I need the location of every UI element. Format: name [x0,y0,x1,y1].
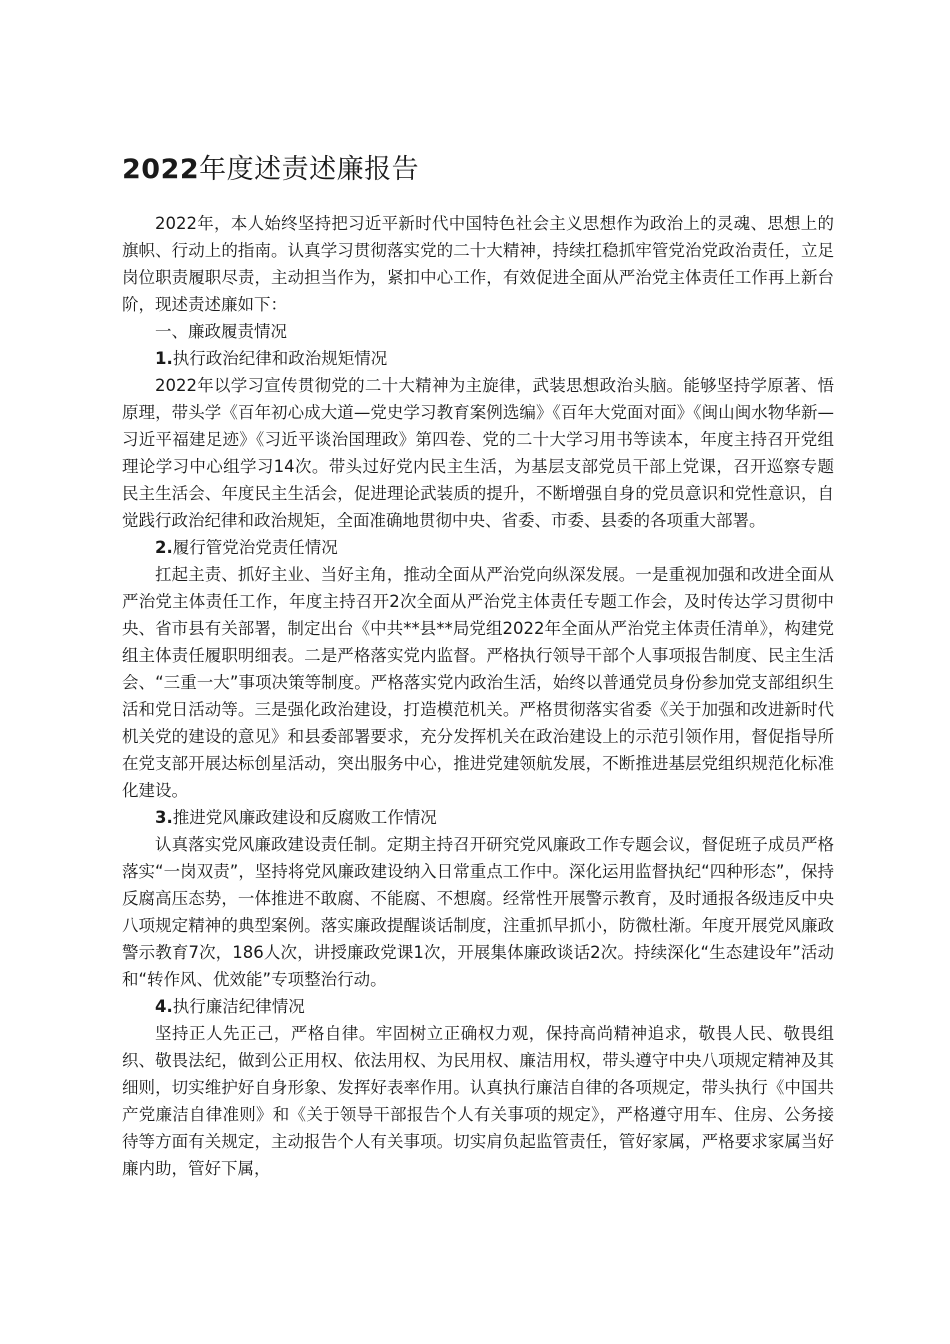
subheading-number: 2. [155,538,173,557]
paragraph-1: 2022年以学习宣传贯彻党的二十大精神为主旋律，武装思想政治头脑。能够坚持学原著、悟原理，带头学《百年初心成大道—党史学习教育案例选编》《百年大党面对面》《闽山闽水物华新—习近平福建足迹》《习近平谈治国理政》第四卷、党的二十大学习用书等读本，年度主持召开党组理论学习中心组学习14次。带头过好党内民主生活，为基层支部党员干部上党课，召开巡察专题民主生活会、年度民主生活会，促进理论武装质的提升，不断增强自身的党员意识和党性意识，自觉践行政治纪律和政治规矩，全面准确地贯彻中央、省委、市委、县委的各项重大部署。 [122,376,834,530]
subheading-2 [122,534,834,561]
subheading-number: 3. [155,808,173,827]
paragraph-2: 扛起主责、抓好主业、当好主角，推动全面从严治党向纵深发展。一是重视加强和改进全面从严治党主体责任工作，年度主持召开2次全面从严治党主体责任专题工作会，及时传达学习贯彻中央、省市县有关部署，制定出台《中共**县**局党组2022年全面从严治党主体责任清单》，构建党组主体责任履职明细表。二是严格落实党内监督。严格执行领导干部个人事项报告制度、民主生活会、“三重一大”事项决策等制度。严格落实党内政治生活，始终以普通党员身份参加党支部组织生活和党日活动等。三是强化政治建设，打造模范机关。严格贯彻落实省委《关于加强和改进新时代机关党的建设的意见》和县委部署要求，充分发挥机关在政治建设上的示范引领作用，督促指导所在党支部开展达标创星活动，突出服务中心，推进党建领航发展，不断推进基层党组织规范化标准化建设。 [122,565,834,800]
intro-paragraph: 2022年，本人始终坚持把习近平新时代中国特色社会主义思想作为政治上的灵魂、思想上的旗帜、行动上的指南。认真学习贯彻落实党的二十大精神，持续扛稳抓牢管党治党政治责任，立足岗位职责履职尽责，主动担当作为，紧扣中心工作，有效促进全面从严治党主体责任工作再上新台阶，现述责述廉如下： [122,214,834,314]
subheading-text: 执行政治纪律和政治规矩情况 [172,349,388,368]
subheading-text: 推进党风廉政建设和反腐败工作情况 [172,808,437,827]
title-year: 2022 [122,154,200,185]
document-title [122,150,834,190]
subheading-number: 4. [155,997,173,1016]
section-heading-1: 一、廉政履责情况 [155,322,287,341]
subheading-text: 履行管党治党责任情况 [172,538,338,557]
paragraph-4: 坚持正人先正己，严格自律。牢固树立正确权力观，保持高尚精神追求，敬畏人民、敬畏组织、敬畏法纪，做到公正用权、依法用权、为民用权、廉洁用权，带头遵守中央八项规定精神及其细则，切实维护好自身形象、发挥好表率作用。认真执行廉洁自律的各项规定，带头执行《中国共产党廉洁自律准则》和《关于领导干部报告个人有关事项的规定》，严格遵守用车、住房、公务接待等方面有关规定，主动报告个人有关事项。切实肩负起监管责任，管好家属，严格要求家属当好廉内助，管好下属， [122,1024,834,1178]
subheading-3 [122,804,834,831]
subheading-4 [122,993,834,1020]
subheading-number: 1. [155,349,173,368]
document-page [122,150,834,1182]
subheading-1 [122,345,834,372]
paragraph-3: 认真落实党风廉政建设责任制。定期主持召开研究党风廉政工作专题会议，督促班子成员严格落实“一岗双责”，坚持将党风廉政建设纳入日常重点工作中。深化运用监督执纪“四种形态”，保持反腐高压态势，一体推进不敢腐、不能腐、不想腐。经常性开展警示教育，及时通报各级违反中央八项规定精神的典型案例。落实廉政提醒谈话制度，注重抓早抓小，防微杜渐。年度开展党风廉政警示教育7次，186人次，讲授廉政党课1次，开展集体廉政谈话2次。持续深化“生态建设年”活动和“转作风、优效能”专项整治行动。 [122,835,834,989]
title-text: 年度述责述廉报告 [199,154,420,185]
subheading-text: 执行廉洁纪律情况 [172,997,305,1016]
